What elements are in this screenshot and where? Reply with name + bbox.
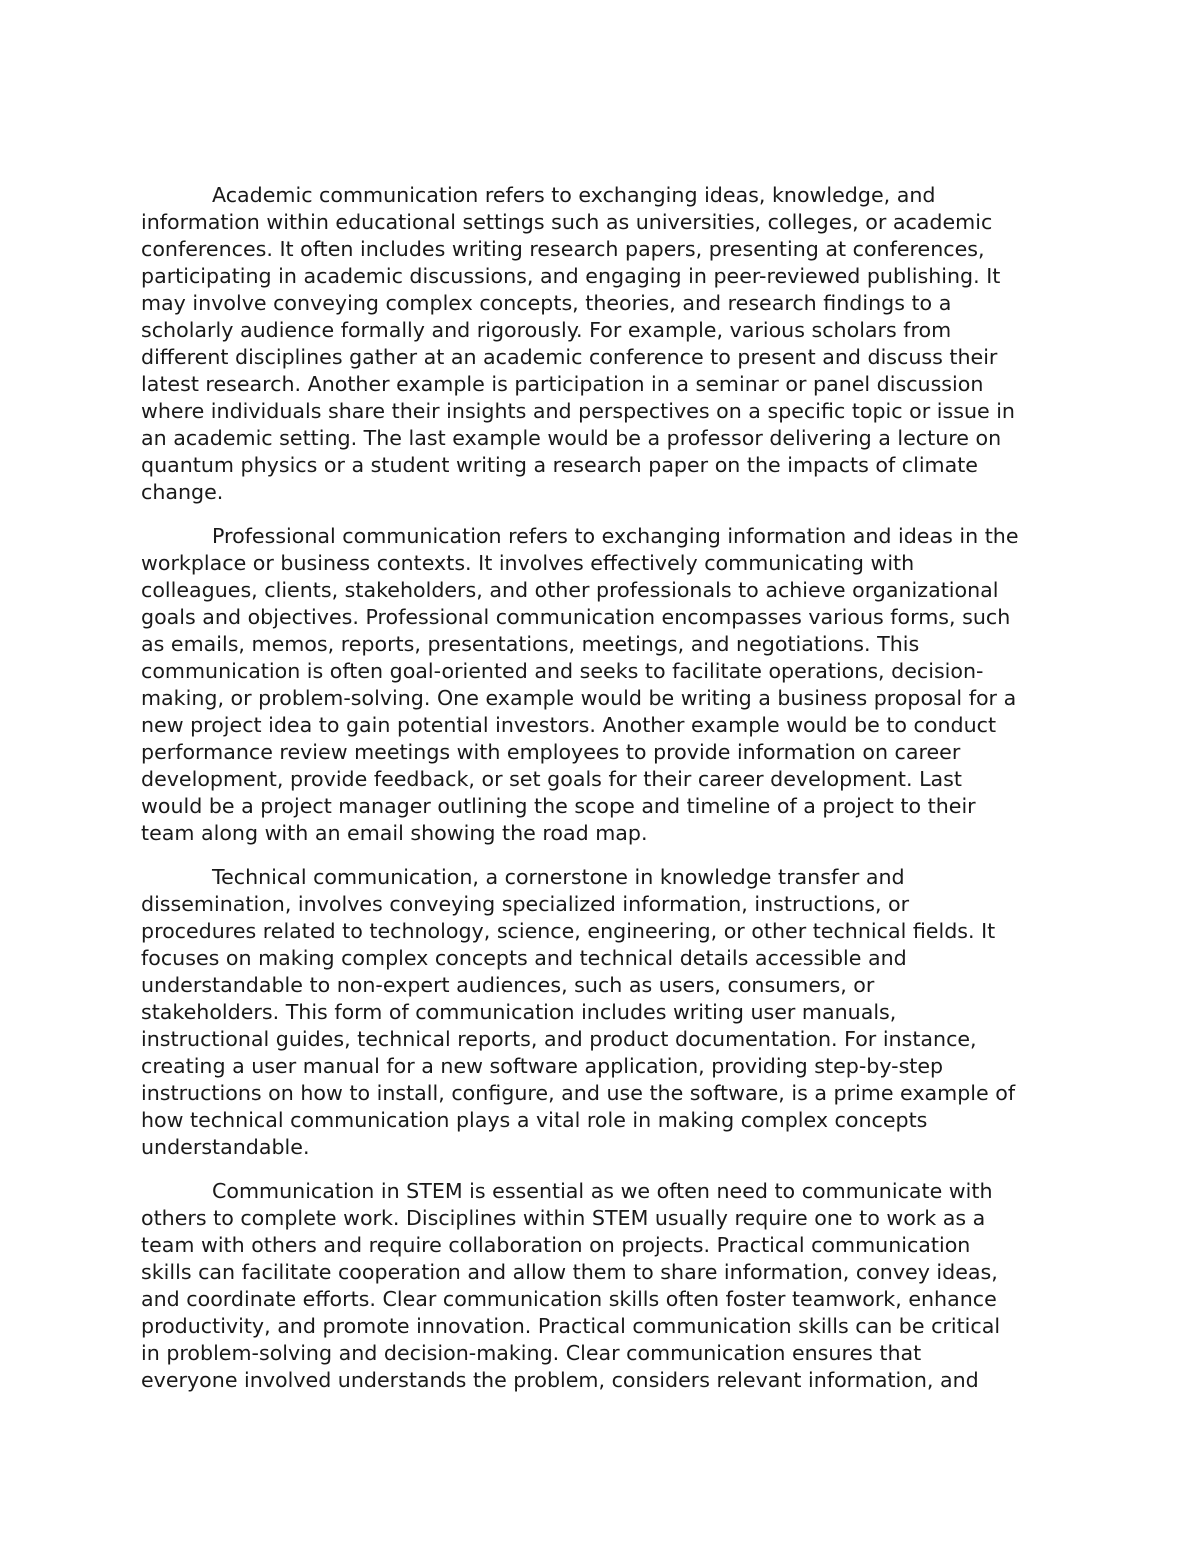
text-line: quantum physics or a student writing a research paper on the impacts of climate xyxy=(141,453,978,477)
text-line: conferences. It often includes writing research papers, presenting at conferences, xyxy=(141,237,985,261)
text-line: new project idea to gain potential investors. Another example would be to conduct xyxy=(141,713,997,737)
text-line: instructional guides, technical reports, and product documentation. For instance, xyxy=(141,1027,977,1051)
text-line: understandable. xyxy=(141,1135,310,1159)
text-line: workplace or business contexts. It involves effectively communicating with xyxy=(141,551,915,575)
text-line: making, or problem-solving. One example would be writing a business proposal for a xyxy=(141,686,1017,710)
text-line: goals and objectives. Professional communication encompasses various forms, such xyxy=(141,605,1011,629)
text-line: productivity, and promote innovation. Practical communication skills can be critical xyxy=(141,1314,1001,1338)
text-line: may involve conveying complex concepts, theories, and research findings to a xyxy=(141,291,952,315)
text-line: different disciplines gather at an academic conference to present and discuss their xyxy=(141,345,998,369)
text-line: Academic communication refers to exchanging ideas, knowledge, and xyxy=(212,183,936,207)
text-line: colleagues, clients, stakeholders, and other professionals to achieve organizational xyxy=(141,578,999,602)
text-line: skills can facilitate cooperation and allow them to share information, convey ideas, xyxy=(141,1260,998,1284)
text-line: dissemination, involves conveying specialized information, instructions, or xyxy=(141,892,910,916)
text-line: focuses on making complex concepts and technical details accessible and xyxy=(141,946,907,970)
paragraph-academic-communication xyxy=(141,182,1066,506)
paragraph-stem-communication xyxy=(141,1178,1066,1394)
text-line: others to complete work. Disciplines within STEM usually require one to work as a xyxy=(141,1206,986,1230)
text-line: understandable to non-expert audiences, such as users, consumers, or xyxy=(141,973,875,997)
text-line: stakeholders. This form of communication includes writing user manuals, xyxy=(141,1000,897,1024)
document-body xyxy=(141,182,1066,1411)
text-line: in problem-solving and decision-making. Clear communication ensures that xyxy=(141,1341,922,1365)
text-line: Communication in STEM is essential as we often need to communicate with xyxy=(212,1179,993,1203)
text-line: creating a user manual for a new software application, providing step-by-step xyxy=(141,1054,944,1078)
text-line: performance review meetings with employees to provide information on career xyxy=(141,740,961,764)
text-line: as emails, memos, reports, presentations, meetings, and negotiations. This xyxy=(141,632,920,656)
text-line: information within educational settings such as universities, colleges, or academic xyxy=(141,210,993,234)
text-line: and coordinate efforts. Clear communication skills often foster teamwork, enhance xyxy=(141,1287,997,1311)
text-line: latest research. Another example is participation in a seminar or panel discussion xyxy=(141,372,984,396)
text-line: instructions on how to install, configure, and use the software, is a prime example of xyxy=(141,1081,1016,1105)
text-line: where individuals share their insights and perspectives on a specific topic or issue in xyxy=(141,399,1015,423)
paragraph-technical-communication xyxy=(141,864,1066,1161)
text-line: Technical communication, a cornerstone in knowledge transfer and xyxy=(212,865,905,889)
text-line: change. xyxy=(141,480,224,504)
text-line: team with others and require collaboration on projects. Practical communication xyxy=(141,1233,971,1257)
text-line: participating in academic discussions, and engaging in peer-reviewed publishing. It xyxy=(141,264,1001,288)
text-line: communication is often goal-oriented and seeks to facilitate operations, decision- xyxy=(141,659,984,683)
text-line: team along with an email showing the road map. xyxy=(141,821,648,845)
text-line: would be a project manager outlining the scope and timeline of a project to their xyxy=(141,794,976,818)
paragraph-professional-communication xyxy=(141,523,1066,847)
text-line: scholarly audience formally and rigorously. For example, various scholars from xyxy=(141,318,952,342)
text-line: procedures related to technology, science, engineering, or other technical fields. It xyxy=(141,919,996,943)
text-line: everyone involved understands the problem, considers relevant information, and xyxy=(141,1368,979,1392)
text-line: Professional communication refers to exchanging information and ideas in the xyxy=(212,524,1019,548)
text-line: an academic setting. The last example would be a professor delivering a lecture on xyxy=(141,426,1002,450)
text-line: development, provide feedback, or set goals for their career development. Last xyxy=(141,767,962,791)
text-line: how technical communication plays a vital role in making complex concepts xyxy=(141,1108,928,1132)
